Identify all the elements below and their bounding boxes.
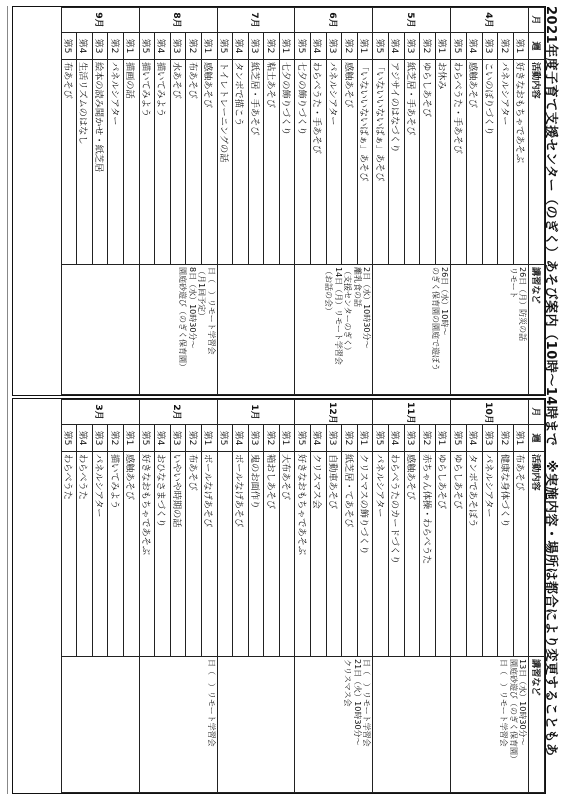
lecture-line: 14日（月）リモート学習会 (333, 267, 343, 365)
activity-cell: ゆらしあそび (451, 452, 467, 657)
page-bottom-rule (7, 6, 8, 794)
lecture-line: 26日（水）10時～ (440, 267, 450, 336)
week-cell: 第2 (342, 33, 358, 60)
activity-cell: 好きなおもちゃであそぶ (513, 60, 529, 265)
week-cell: 第5 (451, 425, 467, 452)
lecture-line: リモート (508, 267, 518, 299)
activity-cell: 感触あそび (467, 60, 483, 265)
activity-cell: 箱おしあそび (264, 452, 280, 657)
table-row (279, 8, 295, 395)
activity-cell: 絵本の読み聞かせ・紙芝居 (92, 60, 108, 265)
week-cell: 第2 (498, 425, 514, 452)
week-cell: 第4 (233, 33, 249, 60)
week-cell: 第4 (155, 33, 171, 60)
week-cell: 第3 (248, 425, 264, 452)
header-activity: 活動内容 (529, 60, 545, 265)
week-cell: 第3 (170, 33, 186, 60)
week-cell: 第4 (311, 425, 327, 452)
activity-cell: 粘土あそび (264, 60, 280, 265)
activity-cell: クリスマス会 (311, 452, 327, 657)
table-row (201, 400, 217, 793)
activity-cell: 好きなおもちゃであそぶ (139, 452, 155, 657)
lecture-line: 離乳食の話 (352, 267, 362, 307)
lecture-cell (217, 657, 295, 793)
header-month: 月 (529, 400, 545, 425)
week-cell: 第1 (435, 33, 451, 60)
lecture-line: 21日（火）10時30分～ (352, 659, 362, 746)
table-row (123, 8, 139, 395)
lecture-cell (295, 657, 373, 793)
lecture-line: （月1回予定） (197, 267, 207, 321)
week-cell: 第4 (311, 33, 327, 60)
activity-cell: 紙芝居・手あそび (404, 60, 420, 265)
lecture-cell (295, 265, 373, 395)
activity-cell: タンポであそぼう (467, 452, 483, 657)
month-cell: 8月 (139, 8, 217, 33)
lecture-line: 日（ ）リモート学習会 (499, 659, 509, 747)
table-row (435, 8, 451, 395)
week-cell: 第3 (404, 33, 420, 60)
month-cell: 5月 (373, 8, 451, 33)
activity-cell: ゆらしあそび (435, 452, 451, 657)
table-row (513, 8, 529, 395)
month-cell: 9月 (61, 8, 139, 33)
activity-cell: パネルシアター (482, 452, 498, 657)
activity-cell: 布あそび (186, 60, 202, 265)
activity-cell: 好きなおもちゃであそぶ (295, 452, 311, 657)
activity-cell: パネルシアター (373, 452, 389, 657)
header-month: 月 (529, 8, 545, 33)
activity-cell: 描いてみよう (155, 60, 171, 265)
activity-cell: 感触あそび (201, 60, 217, 265)
month-cell: 11月 (373, 400, 451, 425)
week-cell: 第1 (279, 33, 295, 60)
month-cell: 12月 (295, 400, 373, 425)
activity-cell: ゆらしあそび (420, 60, 436, 265)
activity-cell: 布あそび (61, 60, 77, 265)
week-cell: 第1 (513, 33, 529, 60)
month-cell: 4月 (451, 8, 529, 33)
week-cell: 第5 (61, 33, 77, 60)
table-header-row (529, 8, 545, 395)
week-cell: 第2 (264, 425, 280, 452)
lecture-cell (61, 657, 139, 793)
week-cell: 第3 (248, 33, 264, 60)
activity-cell: トイレトレーニングの話 (217, 60, 233, 265)
month-cell: 2月 (139, 400, 217, 425)
activity-cell: 七夕の飾りづくり (295, 60, 311, 265)
activity-cell: クリスマスの飾りづくり (357, 452, 373, 657)
week-cell: 第2 (420, 425, 436, 452)
schedule-table-october-march (12, 398, 546, 794)
activity-cell: 鬼のお面作り (248, 452, 264, 657)
week-cell: 第2 (342, 425, 358, 452)
lecture-cell (139, 657, 217, 793)
lecture-line: 日（ ）リモート学習会 (206, 267, 216, 355)
activity-cell: パネルシアター (108, 60, 124, 265)
table-row (435, 400, 451, 793)
week-cell: 第4 (77, 33, 93, 60)
lecture-line: 園庭砂遊び（のぎく保育園） (178, 267, 188, 371)
week-cell: 第3 (482, 425, 498, 452)
lecture-line: 2日（水）10時30分～ (362, 267, 372, 349)
activity-cell: 紙芝居・てあそび (342, 452, 358, 657)
lecture-line: 日（ ）リモート学習会 (362, 659, 372, 747)
week-cell: 第5 (451, 33, 467, 60)
week-cell: 第3 (404, 425, 420, 452)
week-cell: 第2 (498, 33, 514, 60)
lecture-line: （支援センターのぎく） (343, 267, 353, 355)
week-cell: 第5 (61, 425, 77, 452)
activity-cell: 布あそび (186, 452, 202, 657)
lecture-line: のぎく保育園の園庭で遊ぼう (430, 267, 440, 371)
activity-cell: 生活リズムのはなし (77, 60, 93, 265)
week-cell: 第3 (482, 33, 498, 60)
week-cell: 第2 (186, 425, 202, 452)
month-cell: 3月 (61, 400, 139, 425)
lecture-line: 26日（月）防災の話 (518, 267, 528, 342)
activity-cell: 感触あそび (404, 452, 420, 657)
week-cell: 第3 (92, 425, 108, 452)
week-cell: 第4 (467, 33, 483, 60)
lecture-line: 日（ ）リモート学習会 (206, 659, 216, 747)
lecture-cell (373, 265, 451, 395)
table-row (201, 8, 217, 395)
month-cell: 6月 (295, 8, 373, 33)
week-cell: 第3 (92, 33, 108, 60)
week-cell: 第1 (201, 33, 217, 60)
activity-cell: いやいや時期の話 (170, 452, 186, 657)
activity-cell: 「いないいないばぁ」あそび (373, 60, 389, 265)
lecture-cell (217, 265, 295, 395)
week-cell: 第4 (467, 425, 483, 452)
week-cell: 第4 (233, 425, 249, 452)
lecture-cell (139, 265, 217, 395)
document-title: 2021年度子育て支援センター（のぎく）あそび案内（10時～14時まで ※実施内容・場所は都合により変更することもあ (543, 6, 558, 757)
activity-cell: 自動車あそび (326, 452, 342, 657)
activity-cell: 感触あそび (123, 452, 139, 657)
activity-cell: 感触あそび (342, 60, 358, 265)
week-cell: 第2 (108, 33, 124, 60)
activity-cell: アジサイのはなづくり (389, 60, 405, 265)
activity-cell: 布あそび (513, 452, 529, 657)
activity-cell: パネルシアター (326, 60, 342, 265)
header-lecture: 講習など (529, 657, 545, 793)
table-row (279, 400, 295, 793)
week-cell: 第5 (217, 425, 233, 452)
lecture-line: クリスマス会 (343, 659, 353, 707)
week-cell: 第5 (139, 33, 155, 60)
activity-cell (217, 452, 233, 657)
activity-cell: 水あそび (170, 60, 186, 265)
week-cell: 第5 (373, 425, 389, 452)
week-cell: 第5 (373, 33, 389, 60)
header-week: 週 (529, 33, 545, 60)
week-cell: 第5 (295, 425, 311, 452)
week-cell: 第1 (357, 425, 373, 452)
activity-cell: 描画の話 (123, 60, 139, 265)
lecture-line: 8日（水）10時30分～ (187, 267, 197, 349)
week-cell: 第5 (295, 33, 311, 60)
activity-cell: 紙芝居・手あそび (248, 60, 264, 265)
activity-cell: パネルシアター (92, 452, 108, 657)
activity-cell: 描いてみよう (139, 60, 155, 265)
schedule-table-april-september (12, 6, 546, 396)
week-cell: 第2 (108, 425, 124, 452)
activity-cell: 描いてみよう (108, 452, 124, 657)
header-week: 週 (529, 425, 545, 452)
week-cell: 第4 (389, 33, 405, 60)
table-row (123, 400, 139, 793)
header-activity: 活動内容 (529, 452, 545, 657)
activity-cell: わらべうた・手あそび (451, 60, 467, 265)
table-header-row (529, 400, 545, 793)
month-cell: 1月 (217, 400, 295, 425)
activity-cell: お休み (435, 60, 451, 265)
table-row (357, 8, 373, 395)
activity-cell: 健康な身体づくり (498, 452, 514, 657)
activity-cell: わらべうた・手あそび (311, 60, 327, 265)
activity-cell: 大布あそび (279, 452, 295, 657)
week-cell: 第1 (357, 33, 373, 60)
activity-cell: 赤ちゃん体操・わらべうた (420, 452, 436, 657)
month-cell: 10月 (451, 400, 529, 425)
activity-cell: ボールなげあそび (201, 452, 217, 657)
header-lecture: 講習など (529, 265, 545, 395)
week-cell: 第4 (389, 425, 405, 452)
table-row (513, 400, 529, 793)
lecture-line: （お話の会） (324, 267, 334, 315)
week-cell: 第2 (186, 33, 202, 60)
activity-cell: ボールなげあそび (233, 452, 249, 657)
activity-cell: おひなさまづくり (155, 452, 171, 657)
lecture-cell (373, 657, 451, 793)
activity-cell: タンポで描こう (233, 60, 249, 265)
week-cell: 第1 (435, 425, 451, 452)
week-cell: 第1 (123, 425, 139, 452)
lecture-cell (451, 657, 529, 793)
activity-cell: 「いないいないばぁ」あそび (357, 60, 373, 265)
activity-cell: わらべうたのカードづくり (389, 452, 405, 657)
week-cell: 第4 (77, 425, 93, 452)
activity-cell: こいのぼりづくり (482, 60, 498, 265)
month-cell: 7月 (217, 8, 295, 33)
week-cell: 第2 (264, 33, 280, 60)
lecture-line: 13日（水）10時30分～ (518, 659, 528, 746)
week-cell: 第2 (420, 33, 436, 60)
week-cell: 第1 (123, 33, 139, 60)
lecture-cell (451, 265, 529, 395)
activity-cell: 七夕の飾りづくり (279, 60, 295, 265)
week-cell: 第5 (139, 425, 155, 452)
week-cell: 第3 (326, 33, 342, 60)
week-cell: 第3 (326, 425, 342, 452)
activity-cell: わらべうた (61, 452, 77, 657)
week-cell: 第3 (170, 425, 186, 452)
lecture-line: 園庭砂遊び（のぎく保育園） (508, 659, 518, 763)
lecture-cell (61, 265, 139, 395)
activity-cell: パネルシアター (498, 60, 514, 265)
week-cell: 第4 (155, 425, 171, 452)
week-cell: 第1 (201, 425, 217, 452)
week-cell: 第1 (513, 425, 529, 452)
week-cell: 第1 (279, 425, 295, 452)
activity-cell: わらべうた (77, 452, 93, 657)
table-row (357, 400, 373, 793)
week-cell: 第5 (217, 33, 233, 60)
